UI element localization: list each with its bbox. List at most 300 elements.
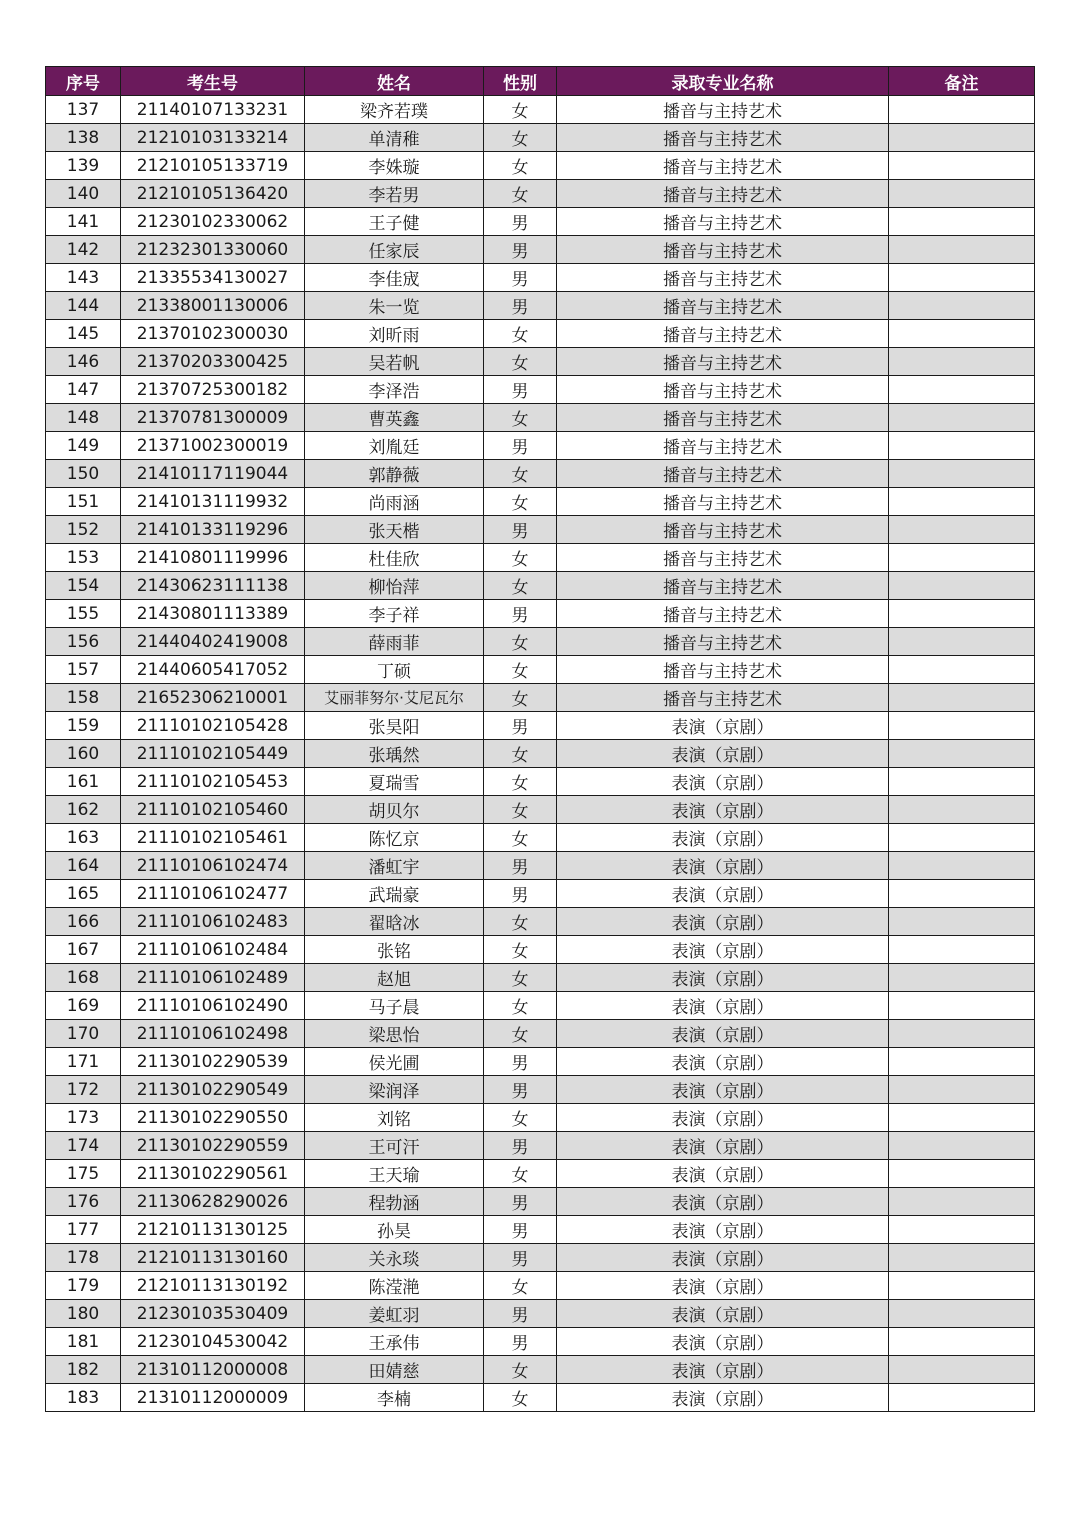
cell-gender: 男	[484, 1076, 557, 1104]
cell-major: 播音与主持艺术	[557, 348, 889, 376]
table-row	[46, 1160, 1035, 1188]
cell-remarks	[889, 852, 1035, 880]
cell-gender: 女	[484, 488, 557, 516]
cell-name: 郭静薇	[305, 460, 484, 488]
table-row	[46, 1048, 1035, 1076]
cell-remarks	[889, 96, 1035, 124]
cell-remarks	[889, 1300, 1035, 1328]
cell-remarks	[889, 1160, 1035, 1188]
cell-gender: 女	[484, 768, 557, 796]
cell-name: 王天瑜	[305, 1160, 484, 1188]
cell-gender: 女	[484, 740, 557, 768]
cell-major: 表演（京剧）	[557, 740, 889, 768]
table-row	[46, 796, 1035, 824]
cell-candidate-number: 21370725300182	[121, 376, 305, 404]
cell-candidate-number: 21210105133719	[121, 152, 305, 180]
cell-gender: 女	[484, 1272, 557, 1300]
cell-major: 播音与主持艺术	[557, 656, 889, 684]
cell-gender: 女	[484, 348, 557, 376]
cell-major: 播音与主持艺术	[557, 516, 889, 544]
cell-remarks	[889, 208, 1035, 236]
cell-gender: 男	[484, 880, 557, 908]
admission-list-table	[45, 66, 1035, 1412]
cell-name: 梁润泽	[305, 1076, 484, 1104]
table-row	[46, 488, 1035, 516]
cell-name: 李楠	[305, 1384, 484, 1412]
cell-candidate-number: 21130102290559	[121, 1132, 305, 1160]
cell-gender: 女	[484, 1160, 557, 1188]
cell-name: 李姝璇	[305, 152, 484, 180]
cell-name: 程勃涵	[305, 1188, 484, 1216]
cell-serial-number: 173	[46, 1104, 121, 1132]
table-row	[46, 1104, 1035, 1132]
cell-name: 张瑀然	[305, 740, 484, 768]
cell-major: 表演（京剧）	[557, 908, 889, 936]
cell-name: 杜佳欣	[305, 544, 484, 572]
cell-remarks	[889, 964, 1035, 992]
cell-remarks	[889, 1132, 1035, 1160]
table-row	[46, 572, 1035, 600]
cell-gender: 女	[484, 460, 557, 488]
cell-name: 侯光圃	[305, 1048, 484, 1076]
cell-serial-number: 159	[46, 712, 121, 740]
cell-serial-number: 157	[46, 656, 121, 684]
table-row	[46, 1300, 1035, 1328]
cell-name: 曹英鑫	[305, 404, 484, 432]
cell-major: 播音与主持艺术	[557, 488, 889, 516]
cell-candidate-number: 21110102105449	[121, 740, 305, 768]
table-row	[46, 628, 1035, 656]
cell-name: 张铭	[305, 936, 484, 964]
cell-name: 武瑞豪	[305, 880, 484, 908]
table-row	[46, 404, 1035, 432]
cell-candidate-number: 21130102290549	[121, 1076, 305, 1104]
cell-remarks	[889, 348, 1035, 376]
cell-candidate-number: 21130628290026	[121, 1188, 305, 1216]
cell-candidate-number: 21210103133214	[121, 124, 305, 152]
cell-candidate-number: 21310112000008	[121, 1356, 305, 1384]
cell-gender: 女	[484, 908, 557, 936]
cell-remarks	[889, 936, 1035, 964]
cell-name: 翟晗冰	[305, 908, 484, 936]
cell-remarks	[889, 1356, 1035, 1384]
table-row	[46, 824, 1035, 852]
cell-gender: 女	[484, 684, 557, 712]
cell-name: 李子祥	[305, 600, 484, 628]
cell-gender: 男	[484, 264, 557, 292]
cell-serial-number: 171	[46, 1048, 121, 1076]
cell-remarks	[889, 628, 1035, 656]
cell-remarks	[889, 180, 1035, 208]
cell-serial-number: 138	[46, 124, 121, 152]
cell-gender: 女	[484, 1020, 557, 1048]
cell-name: 李若男	[305, 180, 484, 208]
cell-name: 陈忆京	[305, 824, 484, 852]
cell-name: 赵旭	[305, 964, 484, 992]
table-row	[46, 740, 1035, 768]
cell-name: 王子健	[305, 208, 484, 236]
cell-gender: 女	[484, 124, 557, 152]
cell-name: 王可汗	[305, 1132, 484, 1160]
cell-candidate-number: 21370203300425	[121, 348, 305, 376]
cell-gender: 女	[484, 656, 557, 684]
cell-gender: 女	[484, 964, 557, 992]
cell-major: 表演（京剧）	[557, 1384, 889, 1412]
cell-serial-number: 164	[46, 852, 121, 880]
cell-major: 播音与主持艺术	[557, 600, 889, 628]
cell-remarks	[889, 1076, 1035, 1104]
cell-major: 表演（京剧）	[557, 1132, 889, 1160]
cell-major: 播音与主持艺术	[557, 208, 889, 236]
cell-remarks	[889, 460, 1035, 488]
cell-major: 表演（京剧）	[557, 796, 889, 824]
cell-major: 表演（京剧）	[557, 936, 889, 964]
table-row	[46, 768, 1035, 796]
cell-serial-number: 166	[46, 908, 121, 936]
cell-major: 播音与主持艺术	[557, 96, 889, 124]
cell-name: 艾丽菲努尔·艾尼瓦尔	[305, 684, 484, 712]
cell-major: 表演（京剧）	[557, 1020, 889, 1048]
cell-major: 播音与主持艺术	[557, 684, 889, 712]
cell-major: 播音与主持艺术	[557, 292, 889, 320]
cell-serial-number: 182	[46, 1356, 121, 1384]
cell-candidate-number: 21110106102483	[121, 908, 305, 936]
table-row	[46, 908, 1035, 936]
cell-serial-number: 140	[46, 180, 121, 208]
cell-remarks	[889, 1048, 1035, 1076]
cell-candidate-number: 21210105136420	[121, 180, 305, 208]
cell-gender: 男	[484, 712, 557, 740]
cell-remarks	[889, 656, 1035, 684]
cell-candidate-number: 21338001130006	[121, 292, 305, 320]
table-row	[46, 432, 1035, 460]
cell-remarks	[889, 684, 1035, 712]
cell-name: 单清稚	[305, 124, 484, 152]
cell-major: 播音与主持艺术	[557, 432, 889, 460]
cell-remarks	[889, 1244, 1035, 1272]
table-row	[46, 152, 1035, 180]
cell-major: 表演（京剧）	[557, 1076, 889, 1104]
cell-candidate-number: 21110102105428	[121, 712, 305, 740]
cell-candidate-number: 21440402419008	[121, 628, 305, 656]
cell-name: 薛雨菲	[305, 628, 484, 656]
cell-remarks	[889, 1328, 1035, 1356]
cell-serial-number: 176	[46, 1188, 121, 1216]
cell-serial-number: 142	[46, 236, 121, 264]
cell-candidate-number: 21430623111138	[121, 572, 305, 600]
cell-serial-number: 167	[46, 936, 121, 964]
table-row	[46, 1272, 1035, 1300]
cell-major: 表演（京剧）	[557, 768, 889, 796]
table-row	[46, 376, 1035, 404]
cell-gender: 男	[484, 376, 557, 404]
cell-name: 刘昕雨	[305, 320, 484, 348]
cell-candidate-number: 21430801113389	[121, 600, 305, 628]
cell-name: 梁思怡	[305, 1020, 484, 1048]
cell-gender: 女	[484, 796, 557, 824]
table-row	[46, 348, 1035, 376]
cell-major: 表演（京剧）	[557, 880, 889, 908]
cell-candidate-number: 21110106102489	[121, 964, 305, 992]
table-row	[46, 936, 1035, 964]
cell-major: 播音与主持艺术	[557, 460, 889, 488]
cell-candidate-number: 21130102290561	[121, 1160, 305, 1188]
cell-remarks	[889, 516, 1035, 544]
cell-major: 表演（京剧）	[557, 1244, 889, 1272]
header-candidate-number: 考生号	[121, 67, 305, 96]
cell-serial-number: 147	[46, 376, 121, 404]
cell-gender: 女	[484, 628, 557, 656]
cell-name: 关永琰	[305, 1244, 484, 1272]
table-row	[46, 992, 1035, 1020]
cell-serial-number: 180	[46, 1300, 121, 1328]
header-name: 姓名	[305, 67, 484, 96]
table-row	[46, 964, 1035, 992]
cell-serial-number: 146	[46, 348, 121, 376]
cell-name: 刘铭	[305, 1104, 484, 1132]
cell-major: 表演（京剧）	[557, 1216, 889, 1244]
cell-remarks	[889, 1020, 1035, 1048]
cell-name: 任家辰	[305, 236, 484, 264]
cell-serial-number: 148	[46, 404, 121, 432]
cell-gender: 男	[484, 516, 557, 544]
cell-gender: 女	[484, 936, 557, 964]
cell-candidate-number: 21110106102477	[121, 880, 305, 908]
cell-candidate-number: 21110102105461	[121, 824, 305, 852]
cell-name: 刘胤廷	[305, 432, 484, 460]
cell-name: 马子晨	[305, 992, 484, 1020]
cell-major: 表演（京剧）	[557, 824, 889, 852]
cell-candidate-number: 21210113130160	[121, 1244, 305, 1272]
cell-candidate-number: 21140107133231	[121, 96, 305, 124]
table-row	[46, 1020, 1035, 1048]
cell-serial-number: 181	[46, 1328, 121, 1356]
cell-serial-number: 149	[46, 432, 121, 460]
cell-candidate-number: 21230104530042	[121, 1328, 305, 1356]
cell-serial-number: 172	[46, 1076, 121, 1104]
cell-gender: 女	[484, 544, 557, 572]
cell-major: 表演（京剧）	[557, 1160, 889, 1188]
cell-serial-number: 169	[46, 992, 121, 1020]
cell-candidate-number: 21652306210001	[121, 684, 305, 712]
cell-name: 李泽浩	[305, 376, 484, 404]
table-body	[46, 96, 1035, 1412]
cell-remarks	[889, 908, 1035, 936]
cell-remarks	[889, 124, 1035, 152]
cell-major: 表演（京剧）	[557, 1300, 889, 1328]
table-row	[46, 208, 1035, 236]
cell-candidate-number: 21110102105453	[121, 768, 305, 796]
cell-major: 表演（京剧）	[557, 1328, 889, 1356]
cell-candidate-number: 21210113130192	[121, 1272, 305, 1300]
cell-remarks	[889, 1384, 1035, 1412]
table-row	[46, 1356, 1035, 1384]
table-row	[46, 600, 1035, 628]
cell-serial-number: 137	[46, 96, 121, 124]
cell-major: 表演（京剧）	[557, 1356, 889, 1384]
cell-serial-number: 177	[46, 1216, 121, 1244]
cell-candidate-number: 21130102290550	[121, 1104, 305, 1132]
cell-candidate-number: 21440605417052	[121, 656, 305, 684]
cell-remarks	[889, 768, 1035, 796]
cell-gender: 男	[484, 852, 557, 880]
table-row	[46, 1188, 1035, 1216]
cell-serial-number: 156	[46, 628, 121, 656]
cell-candidate-number: 21410131119932	[121, 488, 305, 516]
cell-gender: 男	[484, 600, 557, 628]
cell-candidate-number: 21410133119296	[121, 516, 305, 544]
cell-serial-number: 170	[46, 1020, 121, 1048]
cell-candidate-number: 21230103530409	[121, 1300, 305, 1328]
cell-name: 朱一览	[305, 292, 484, 320]
cell-gender: 男	[484, 1300, 557, 1328]
cell-candidate-number: 21130102290539	[121, 1048, 305, 1076]
cell-name: 胡贝尔	[305, 796, 484, 824]
cell-gender: 男	[484, 1048, 557, 1076]
cell-major: 播音与主持艺术	[557, 404, 889, 432]
table-row	[46, 96, 1035, 124]
cell-remarks	[889, 264, 1035, 292]
cell-serial-number: 165	[46, 880, 121, 908]
cell-gender: 女	[484, 180, 557, 208]
cell-name: 吴若帆	[305, 348, 484, 376]
cell-gender: 女	[484, 824, 557, 852]
cell-candidate-number: 21110106102490	[121, 992, 305, 1020]
cell-gender: 男	[484, 1328, 557, 1356]
cell-gender: 女	[484, 1384, 557, 1412]
cell-major: 播音与主持艺术	[557, 264, 889, 292]
cell-serial-number: 161	[46, 768, 121, 796]
cell-name: 孙昊	[305, 1216, 484, 1244]
cell-remarks	[889, 404, 1035, 432]
table-row	[46, 180, 1035, 208]
cell-major: 播音与主持艺术	[557, 152, 889, 180]
table-row	[46, 852, 1035, 880]
cell-serial-number: 154	[46, 572, 121, 600]
cell-candidate-number: 21232301330060	[121, 236, 305, 264]
table-row	[46, 656, 1035, 684]
table-row	[46, 1384, 1035, 1412]
header-serial-number: 序号	[46, 67, 121, 96]
cell-major: 表演（京剧）	[557, 1188, 889, 1216]
cell-serial-number: 175	[46, 1160, 121, 1188]
cell-remarks	[889, 1104, 1035, 1132]
cell-candidate-number: 21110106102474	[121, 852, 305, 880]
table-row	[46, 320, 1035, 348]
cell-gender: 女	[484, 404, 557, 432]
cell-major: 表演（京剧）	[557, 1104, 889, 1132]
cell-major: 播音与主持艺术	[557, 544, 889, 572]
cell-name: 梁齐若璞	[305, 96, 484, 124]
cell-candidate-number: 21310112000009	[121, 1384, 305, 1412]
cell-serial-number: 178	[46, 1244, 121, 1272]
cell-remarks	[889, 600, 1035, 628]
cell-name: 王承伟	[305, 1328, 484, 1356]
cell-serial-number: 145	[46, 320, 121, 348]
cell-name: 张天楷	[305, 516, 484, 544]
table-row	[46, 460, 1035, 488]
cell-gender: 女	[484, 96, 557, 124]
table-row	[46, 684, 1035, 712]
cell-remarks	[889, 376, 1035, 404]
cell-major: 表演（京剧）	[557, 1272, 889, 1300]
cell-name: 姜虹羽	[305, 1300, 484, 1328]
cell-gender: 男	[484, 292, 557, 320]
cell-serial-number: 151	[46, 488, 121, 516]
cell-serial-number: 150	[46, 460, 121, 488]
cell-candidate-number: 21370781300009	[121, 404, 305, 432]
cell-gender: 男	[484, 1132, 557, 1160]
table-row	[46, 516, 1035, 544]
table-row	[46, 712, 1035, 740]
cell-remarks	[889, 432, 1035, 460]
cell-major: 表演（京剧）	[557, 712, 889, 740]
cell-major: 表演（京剧）	[557, 852, 889, 880]
cell-serial-number: 162	[46, 796, 121, 824]
cell-serial-number: 158	[46, 684, 121, 712]
table-row	[46, 236, 1035, 264]
cell-gender: 女	[484, 1356, 557, 1384]
cell-name: 李佳宬	[305, 264, 484, 292]
cell-major: 播音与主持艺术	[557, 628, 889, 656]
table-row	[46, 880, 1035, 908]
cell-remarks	[889, 992, 1035, 1020]
cell-remarks	[889, 572, 1035, 600]
cell-remarks	[889, 1272, 1035, 1300]
cell-remarks	[889, 152, 1035, 180]
table-row	[46, 1132, 1035, 1160]
cell-candidate-number: 21370102300030	[121, 320, 305, 348]
cell-serial-number: 153	[46, 544, 121, 572]
cell-gender: 男	[484, 1244, 557, 1272]
cell-gender: 男	[484, 432, 557, 460]
cell-major: 播音与主持艺术	[557, 236, 889, 264]
table-row	[46, 264, 1035, 292]
header-major: 录取专业名称	[557, 67, 889, 96]
cell-remarks	[889, 740, 1035, 768]
table-row	[46, 544, 1035, 572]
table-row	[46, 292, 1035, 320]
table-row	[46, 1216, 1035, 1244]
header-gender: 性别	[484, 67, 557, 96]
header-remarks: 备注	[889, 67, 1035, 96]
cell-candidate-number: 21335534130027	[121, 264, 305, 292]
cell-candidate-number: 21230102330062	[121, 208, 305, 236]
cell-gender: 女	[484, 992, 557, 1020]
cell-remarks	[889, 544, 1035, 572]
cell-candidate-number: 21110106102498	[121, 1020, 305, 1048]
cell-name: 田婧慈	[305, 1356, 484, 1384]
cell-serial-number: 163	[46, 824, 121, 852]
cell-gender: 女	[484, 1104, 557, 1132]
cell-serial-number: 144	[46, 292, 121, 320]
cell-major: 表演（京剧）	[557, 964, 889, 992]
cell-serial-number: 183	[46, 1384, 121, 1412]
cell-major: 播音与主持艺术	[557, 124, 889, 152]
cell-serial-number: 168	[46, 964, 121, 992]
cell-serial-number: 174	[46, 1132, 121, 1160]
cell-remarks	[889, 796, 1035, 824]
cell-name: 尚雨涵	[305, 488, 484, 516]
cell-major: 播音与主持艺术	[557, 572, 889, 600]
table-row	[46, 1076, 1035, 1104]
cell-gender: 男	[484, 1188, 557, 1216]
cell-candidate-number: 21371002300019	[121, 432, 305, 460]
cell-serial-number: 141	[46, 208, 121, 236]
cell-remarks	[889, 824, 1035, 852]
cell-candidate-number: 21110102105460	[121, 796, 305, 824]
cell-name: 陈滢滟	[305, 1272, 484, 1300]
